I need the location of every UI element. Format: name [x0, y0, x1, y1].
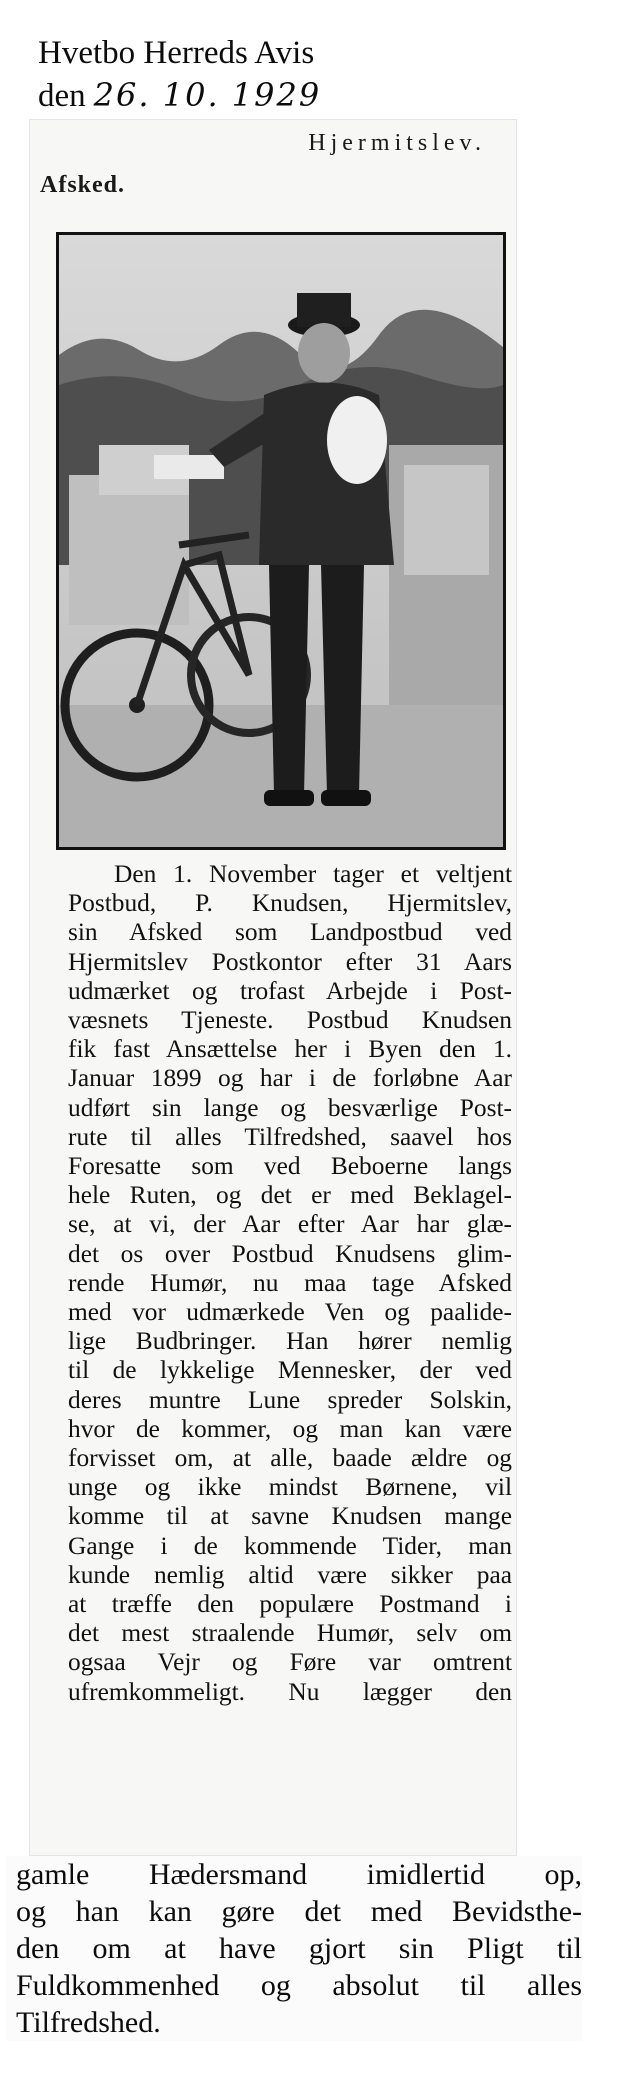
- date-prefix: den: [38, 78, 86, 114]
- article-line: kunde nemlig altid være sikker paa: [68, 1560, 512, 1589]
- article-line: forvisset om, at alle, baade ældre og: [68, 1444, 512, 1473]
- article-line: ufremkommeligt. Nu lægger den: [68, 1677, 512, 1706]
- article-line: rende Humør, nu maa tage Afsked: [68, 1268, 512, 1297]
- date-line: [38, 74, 368, 117]
- article-line: se, at vi, der Aar efter Aar har glæ-: [68, 1210, 512, 1239]
- newspaper-name: Hvetbo Herreds Avis: [38, 35, 315, 71]
- article-line: det mest straalende Humør, selv om: [68, 1619, 512, 1648]
- article-line: hvor de kommer, og man kan være: [68, 1414, 512, 1443]
- article-line: deres muntre Lune spreder Solskin,: [68, 1385, 512, 1414]
- article-line: Postbud, P. Knudsen, Hjermitslev,: [68, 889, 512, 918]
- article-continuation: [6, 1856, 582, 2041]
- article-line: Den 1. November tager et veltjent: [114, 860, 512, 888]
- article-line: til de lykkelige Mennesker, der ved: [68, 1356, 512, 1385]
- article-line: at træffe den populære Postmand i: [68, 1590, 512, 1619]
- article-line: Januar 1899 og har i de forløbne Aar: [68, 1064, 512, 1093]
- postman-photo: [56, 232, 506, 850]
- article-line: hele Ruten, og det er med Beklagel-: [68, 1181, 512, 1210]
- article-line: udført sin lange og besværlige Post-: [68, 1093, 512, 1122]
- article-line: komme til at savne Knudsen mange: [68, 1502, 512, 1531]
- continuation-line: gamle Hædersmand imidlertid op,: [16, 1858, 582, 1891]
- article-line: med vor udmærkede Ven og paalide-: [68, 1298, 512, 1327]
- article-place: Hjermitslev.: [308, 130, 486, 156]
- article-heading: Afsked.: [40, 172, 126, 198]
- article-line: væsnets Tjeneste. Postbud Knudsen: [68, 1006, 512, 1035]
- newspaper-clipping: [30, 120, 516, 1855]
- article-line: ogsaa Vejr og Føre var omtrent: [68, 1648, 512, 1677]
- continuation-line: Fuldkommenhed og absolut til alles: [16, 1969, 582, 2002]
- continuation-line: og han kan gøre det med Bevidsthe-: [16, 1895, 582, 1928]
- continuation-line: Tilfredshed.: [16, 2006, 161, 2039]
- article-line: lige Budbringer. Han hører nemlig: [68, 1327, 512, 1356]
- handwritten-date: 26. 10. 1929: [93, 76, 322, 114]
- article-body: [68, 860, 512, 1707]
- article-line: det os over Postbud Knudsens glim-: [68, 1239, 512, 1268]
- article-line: rute til alles Tilfredshed, saavel hos: [68, 1122, 512, 1151]
- article-line: fik fast Ansættelse her i Byen den 1.: [68, 1035, 512, 1064]
- postman-with-bicycle-photo-icon: [59, 235, 503, 847]
- article-line: Foresatte som ved Beboerne langs: [68, 1152, 512, 1181]
- article-line: Hjermitslev Postkontor efter 31 Aars: [68, 947, 512, 976]
- article-line: udmærket og trofast Arbejde i Post-: [68, 976, 512, 1005]
- article-line: Gange i de kommende Tider, man: [68, 1531, 512, 1560]
- article-line: sin Afsked som Landpostbud ved: [68, 918, 512, 947]
- article-line: unge og ikke mindst Børnene, vil: [68, 1473, 512, 1502]
- newspaper-source-label: [38, 32, 368, 117]
- continuation-line: den om at have gjort sin Pligt til: [16, 1932, 582, 1965]
